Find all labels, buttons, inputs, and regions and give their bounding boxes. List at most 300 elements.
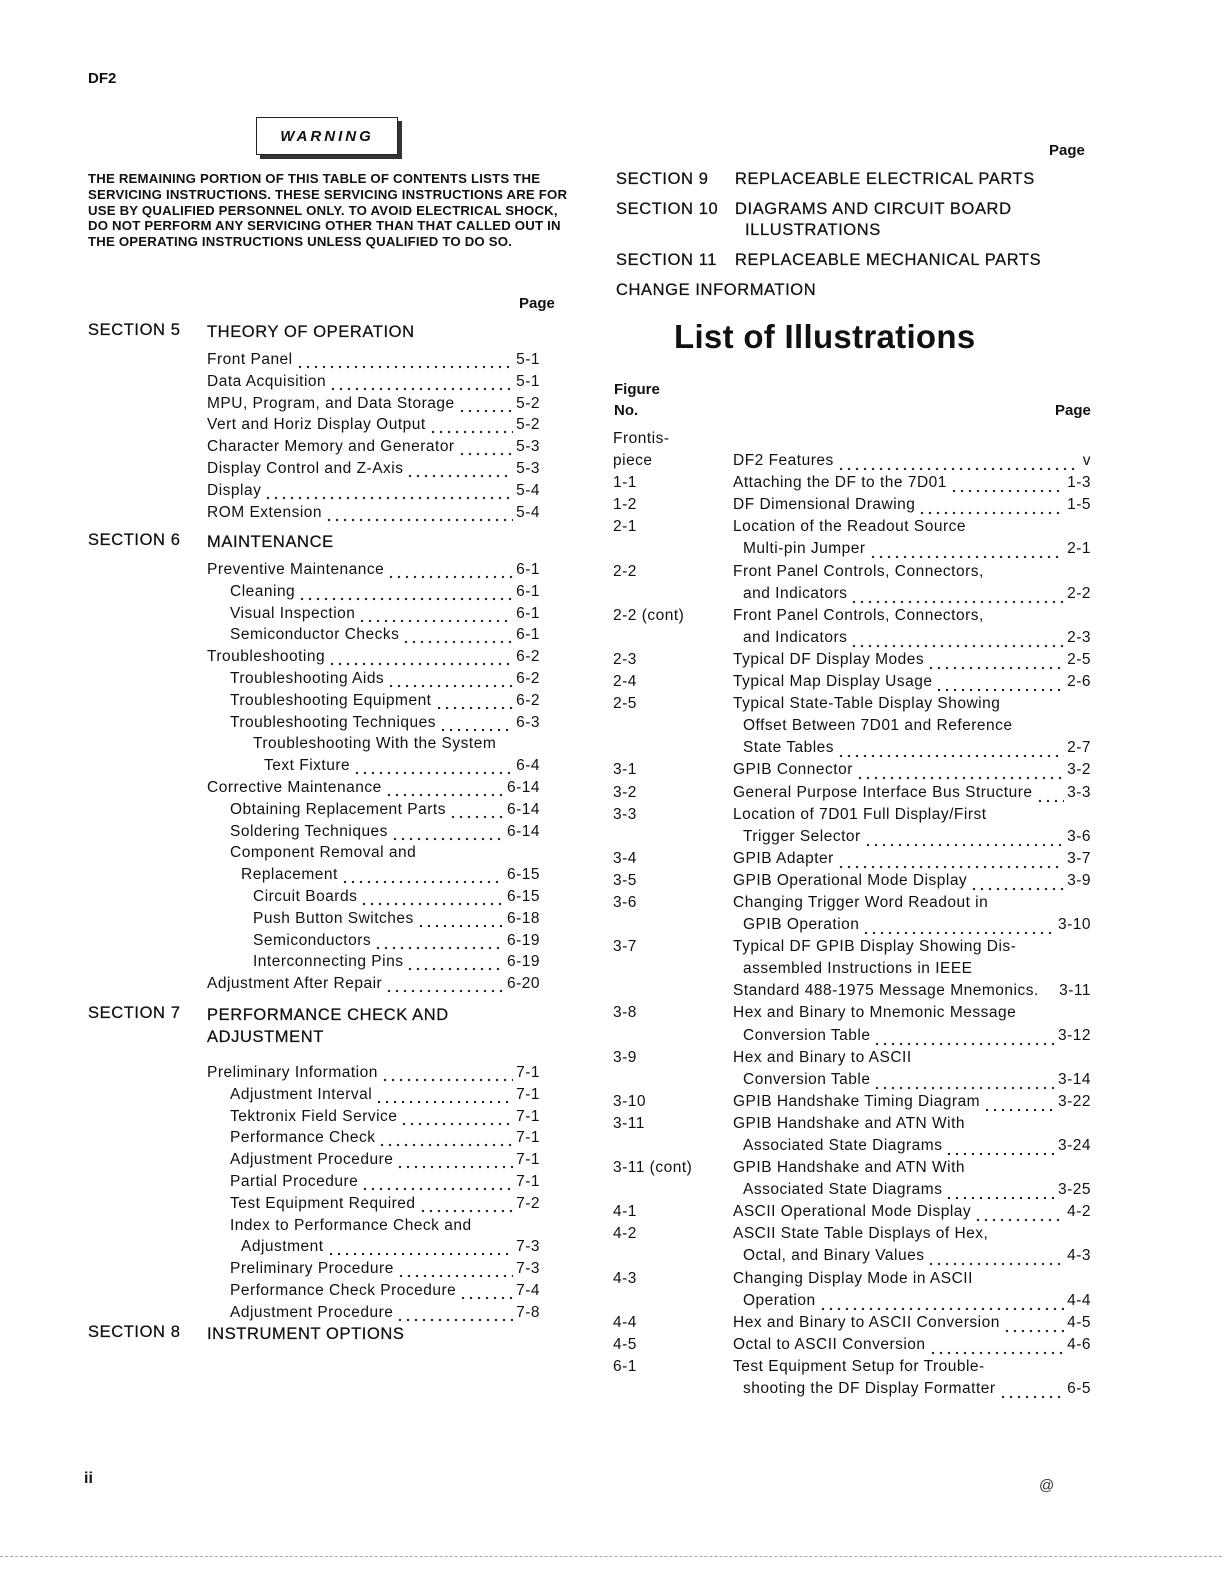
figure-entry (613, 1157, 1091, 1201)
caption-line (733, 1047, 1091, 1069)
toc-entry (207, 1236, 540, 1258)
figure-caption (733, 693, 1091, 759)
caption-line (733, 671, 1091, 693)
entry-page: 5-1 (516, 351, 540, 368)
caption-text: GPIB Connector (733, 761, 853, 779)
figure-number: 3-4 (613, 849, 637, 867)
caption-line (733, 494, 1091, 516)
caption-line (733, 759, 1091, 781)
figure-page: 4-5 (1067, 1313, 1091, 1331)
entry-title: Data Acquisition (207, 372, 327, 390)
toc-entry (207, 371, 540, 393)
toc-entry (207, 690, 540, 712)
entry-title: ROM Extension (207, 503, 323, 521)
dot-leader (458, 436, 513, 458)
figure-page: 4-2 (1067, 1203, 1091, 1221)
dot-leader (945, 1179, 1055, 1201)
entry-title: Display Control and Z-Axis (207, 459, 404, 477)
figure-caption (733, 472, 1091, 494)
figure-page: 3-14 (1057, 1070, 1091, 1088)
toc-entry (207, 1084, 540, 1106)
figure-entry (613, 494, 1091, 516)
contents-page-label: Page (519, 295, 555, 312)
dot-leader (374, 930, 504, 952)
caption-text: GPIB Handshake Timing Diagram (733, 1092, 981, 1110)
entry-title: Tektronix Field Service (230, 1107, 398, 1125)
entry-title: Performance Check Procedure (230, 1281, 457, 1299)
caption-line (733, 649, 1091, 671)
figure-number: 3-3 (613, 805, 637, 823)
entry-title: Push Button Switches (253, 909, 414, 927)
section-entries (207, 349, 540, 523)
caption-line (733, 627, 1091, 649)
entry-title: Visual Inspection (230, 604, 356, 622)
dot-leader (918, 494, 1064, 516)
dot-leader (439, 712, 513, 734)
dot-leader (927, 649, 1064, 671)
dot-leader (935, 671, 1064, 693)
section-title: PERFORMANCE CHECK AND ADJUSTMENT (207, 1006, 449, 1046)
entry-title: Vert and Horiz Display Output (207, 416, 426, 434)
toc-entry (207, 646, 540, 668)
entry-page: 6-15 (506, 866, 540, 884)
caption-line (733, 1002, 1091, 1024)
entry-page: 6-2 (516, 669, 540, 687)
figure-number: 1-2 (613, 496, 637, 514)
figure-entry (613, 693, 1091, 759)
figure-number: 2-2 (613, 562, 637, 580)
figure-caption (733, 1312, 1091, 1334)
figure-entry (613, 759, 1091, 781)
warning-label: WARNING (256, 117, 398, 155)
figure-entry (613, 1223, 1091, 1267)
figure-page: v (1082, 452, 1091, 470)
figure-caption (733, 561, 1091, 605)
figure-page: 3-12 (1057, 1026, 1091, 1044)
section-10-title-cont: ILLUSTRATIONS (745, 221, 881, 239)
caption-line (733, 958, 1091, 980)
toc-entry (207, 349, 540, 371)
dot-leader (385, 973, 504, 995)
entry-title: Front Panel (207, 351, 293, 368)
caption-line (733, 428, 1091, 450)
entry-page: 7-3 (516, 1238, 540, 1256)
toc-entry (207, 668, 540, 690)
entry-title: Semiconductors (253, 931, 372, 949)
caption-text: Offset Between 7D01 and Reference (743, 717, 1013, 735)
figure-page: 2-2 (1067, 584, 1091, 602)
figure-entry (613, 428, 1091, 472)
figure-entry (613, 936, 1091, 1002)
entry-title: Adjustment Procedure (230, 1303, 394, 1321)
entry-page: 5-3 (516, 438, 540, 456)
entry-title: Troubleshooting Techniques (230, 713, 437, 731)
figure-page: 2-1 (1067, 540, 1091, 558)
toc-entry (207, 624, 540, 646)
figure-caption (733, 649, 1091, 671)
figure-page: 3-7 (1067, 849, 1091, 867)
figure-entry (613, 892, 1091, 936)
toc-entry (207, 821, 540, 843)
entry-page: 5-2 (516, 416, 540, 434)
section-title: THEORY OF OPERATION (207, 323, 415, 341)
section-label: SECTION 5 (88, 321, 181, 339)
caption-text: Typical State-Table Display Showing (733, 695, 1001, 713)
toc-entry (207, 436, 540, 458)
entry-page: 7-1 (516, 1107, 540, 1125)
toc-entry (207, 712, 540, 734)
dot-leader (396, 1302, 513, 1324)
figure-entry (613, 1002, 1091, 1046)
entry-title: Interconnecting Pins (253, 953, 404, 971)
figure-page: 2-3 (1067, 628, 1091, 646)
figure-number: 4-4 (613, 1313, 637, 1331)
figure-page: 1-3 (1067, 474, 1091, 492)
spacer (1039, 980, 1059, 1002)
col-no: No. (614, 402, 639, 419)
section-label: SECTION 8 (88, 1323, 181, 1341)
caption-line (733, 936, 1091, 958)
col-page: Page (1055, 402, 1091, 419)
caption-text: Associated State Diagrams (743, 1181, 943, 1199)
toc-entry (207, 1215, 540, 1237)
toc-entry (207, 864, 540, 886)
figure-caption (733, 1113, 1091, 1157)
section-9-label: SECTION 9 (616, 170, 709, 188)
toc-entry (207, 1258, 540, 1280)
entry-title: MPU, Program, and Data Storage (207, 394, 455, 412)
dot-leader (999, 1378, 1065, 1400)
figure-entry (613, 1047, 1091, 1091)
figure-number: 3-5 (613, 871, 637, 889)
entry-title: Corrective Maintenance (207, 778, 382, 796)
caption-text: Associated State Diagrams (743, 1137, 943, 1154)
figure-number: 4-5 (613, 1335, 637, 1353)
figure-page: 2-7 (1067, 739, 1091, 757)
figure-caption (733, 605, 1091, 649)
toc-entry (207, 908, 540, 930)
caption-line (733, 1135, 1091, 1157)
dot-leader (406, 951, 504, 973)
figure-page: 2-5 (1067, 650, 1091, 668)
caption-text: Hex and Binary to Mnemonic Message (733, 1004, 1017, 1022)
dot-leader (873, 1069, 1054, 1091)
figure-number: 6-1 (613, 1357, 637, 1375)
figure-entry (613, 782, 1091, 804)
entry-title: Troubleshooting With the System (253, 735, 497, 753)
dot-leader (862, 914, 1055, 936)
entry-page: 6-15 (506, 887, 540, 905)
caption-line (733, 605, 1091, 627)
dot-leader (983, 1091, 1055, 1113)
caption-line (733, 737, 1091, 759)
dot-leader (429, 414, 513, 436)
caption-text: shooting the DF Display Formatter (743, 1380, 996, 1398)
figure-page: 3-2 (1067, 761, 1091, 779)
dot-leader (459, 1280, 513, 1302)
toc-entry (207, 502, 540, 524)
entry-page: 7-1 (516, 1172, 540, 1190)
entry-title: Adjustment Procedure (230, 1151, 394, 1169)
caption-line (733, 1356, 1091, 1378)
figure-entry (613, 472, 1091, 494)
entry-title: Circuit Boards (253, 887, 358, 905)
figure-caption (733, 1157, 1091, 1201)
section-11-title: REPLACEABLE MECHANICAL PARTS (735, 251, 1042, 269)
entry-title: Troubleshooting (207, 648, 326, 666)
toc-entry (207, 559, 540, 581)
figure-caption (733, 759, 1091, 781)
entry-title: Troubleshooting Aids (230, 669, 385, 687)
figure-page: 3-3 (1067, 783, 1091, 801)
figure-caption (733, 870, 1091, 892)
caption-line (733, 450, 1091, 472)
dot-leader (327, 1236, 514, 1258)
dot-leader (378, 1127, 513, 1149)
figure-page: 2-6 (1067, 673, 1091, 691)
toc-entry (207, 733, 540, 755)
entry-title: Adjustment Interval (230, 1085, 373, 1103)
entry-page: 6-2 (516, 691, 540, 709)
caption-text: GPIB Adapter (733, 849, 834, 867)
figure-caption (733, 848, 1091, 870)
caption-line (733, 1290, 1091, 1312)
caption-text: Changing Display Mode in ASCII (733, 1269, 973, 1287)
caption-text: DF2 Features (733, 452, 834, 470)
caption-line (733, 1157, 1091, 1179)
entry-page: 6-1 (516, 604, 540, 622)
figure-number: 4-3 (613, 1269, 637, 1287)
caption-line (733, 1268, 1091, 1290)
caption-line (733, 472, 1091, 494)
caption-text: Hex and Binary to ASCII Conversion (733, 1313, 1000, 1331)
caption-line (733, 870, 1091, 892)
entry-page: 5-1 (516, 372, 540, 390)
dot-leader (402, 624, 513, 646)
toc-entry (207, 1171, 540, 1193)
figure-page: 3-22 (1057, 1092, 1091, 1110)
caption-text: Hex and Binary to ASCII (733, 1048, 912, 1066)
caption-text: Test Equipment Setup for Trouble- (733, 1357, 985, 1375)
dot-leader (264, 480, 513, 502)
section-10-title: DIAGRAMS AND CIRCUIT BOARD (735, 200, 1012, 218)
figure-entry (613, 671, 1091, 693)
caption-text: Front Panel Controls, Connectors, (733, 606, 984, 624)
caption-line (733, 914, 1091, 936)
toc-entry (207, 973, 540, 995)
caption-text: Changing Trigger Word Readout in (733, 893, 989, 911)
figure-entry (613, 848, 1091, 870)
figure-caption (733, 494, 1091, 516)
figure-caption (733, 782, 1091, 804)
entry-page: 7-1 (516, 1085, 540, 1103)
caption-line (733, 1245, 1091, 1267)
dot-leader (391, 821, 504, 843)
dot-leader (837, 737, 1064, 759)
figure-entry (613, 1201, 1091, 1223)
list-of-illustrations-heading: List of Illustrations (674, 318, 976, 355)
figure-number: 3-9 (613, 1048, 637, 1066)
figure-page: 3-24 (1057, 1137, 1091, 1154)
entry-title: Display (207, 481, 262, 499)
figure-page: 3-25 (1057, 1181, 1091, 1199)
dot-leader (850, 627, 1064, 649)
entry-title: Index to Performance Check and (230, 1216, 472, 1234)
entry-page: 6-18 (506, 909, 540, 927)
dot-leader (387, 559, 513, 581)
figure-entry (613, 1334, 1091, 1356)
toc-entry (207, 842, 540, 864)
caption-text: Typical Map Display Usage (733, 673, 933, 691)
entry-title: Test Equipment Required (230, 1194, 416, 1212)
caption-line (733, 1091, 1091, 1113)
toc-entry (207, 1062, 540, 1084)
dot-leader (385, 777, 504, 799)
figure-number: 4-2 (613, 1225, 637, 1243)
caption-line (733, 1113, 1091, 1135)
dot-leader (864, 826, 1064, 848)
entry-title: Performance Check (230, 1129, 376, 1147)
figure-entry (613, 561, 1091, 605)
dot-leader (375, 1084, 513, 1106)
dot-leader (950, 472, 1064, 494)
caption-text: Attaching the DF to the 7D01 (733, 474, 947, 492)
caption-text: Typical DF GPIB Display Showing Dis- (733, 938, 1017, 956)
figure-number: 3-7 (613, 938, 637, 956)
figure-number: 3-2 (613, 783, 637, 801)
toc-entry (207, 1302, 540, 1324)
section-11-label: SECTION 11 (616, 251, 718, 269)
caption-text: and Indicators (743, 584, 848, 602)
figure-caption (733, 1334, 1091, 1356)
toc-entry (207, 1106, 540, 1128)
caption-text: assembled Instructions in IEEE (743, 960, 973, 978)
dot-leader (417, 908, 504, 930)
figure-caption (733, 1201, 1091, 1223)
caption-text: GPIB Operation (743, 916, 860, 934)
entry-page: 5-3 (516, 459, 540, 477)
caption-line (733, 1223, 1091, 1245)
figure-number: 2-3 (613, 650, 637, 668)
col-figure: Figure (614, 381, 660, 398)
figure-number: 2-5 (613, 695, 637, 713)
entry-page: 7-1 (516, 1151, 540, 1169)
entry-page: 6-2 (516, 648, 540, 666)
entry-page: 6-1 (516, 582, 540, 600)
entry-page: 6-19 (506, 931, 540, 949)
entry-title: Preliminary Information (207, 1064, 378, 1081)
figure-page: 3-9 (1067, 871, 1091, 889)
caption-text: GPIB Handshake and ATN With (733, 1114, 966, 1132)
dot-leader (873, 1025, 1054, 1047)
caption-line (733, 804, 1091, 826)
figure-caption (733, 671, 1091, 693)
caption-text: Conversion Table (743, 1070, 871, 1088)
entry-title: Preventive Maintenance (207, 561, 385, 578)
dot-leader (1003, 1312, 1064, 1334)
entry-title: Obtaining Replacement Parts (230, 800, 446, 818)
entry-title: Partial Procedure (230, 1172, 359, 1190)
entry-title: Semiconductor Checks (230, 626, 400, 644)
entry-page: 5-2 (516, 394, 540, 412)
section-entries (207, 1062, 540, 1324)
figure-page: 3-11 (1059, 982, 1091, 1000)
caption-line (733, 848, 1091, 870)
entry-page: 7-2 (516, 1194, 540, 1212)
figure-caption (733, 936, 1091, 1002)
dot-leader (296, 349, 513, 371)
figure-number: 1-1 (613, 474, 637, 492)
caption-line (733, 1334, 1091, 1356)
dot-leader (837, 848, 1064, 870)
section-entries (207, 559, 540, 995)
figure-number: 2-4 (613, 673, 637, 691)
dot-leader (397, 1258, 513, 1280)
entry-title: Troubleshooting Equipment (230, 691, 432, 709)
right-page-label: Page (1049, 142, 1085, 159)
entry-page: 6-1 (516, 561, 540, 578)
section-title: MAINTENANCE (207, 533, 334, 551)
entry-page: 6-14 (506, 778, 540, 796)
toc-entry (207, 603, 540, 625)
figure-caption (733, 1356, 1091, 1400)
dot-leader (400, 1106, 513, 1128)
figure-caption (733, 1091, 1091, 1113)
figure-caption (733, 1002, 1091, 1046)
illustrations-list (613, 428, 1091, 1400)
entry-title: Cleaning (230, 582, 296, 600)
caption-line (733, 826, 1091, 848)
toc-entry (207, 777, 540, 799)
dot-leader (328, 646, 513, 668)
dot-leader (850, 583, 1064, 605)
entry-title: Character Memory and Generator (207, 438, 455, 456)
dot-leader (329, 371, 513, 393)
toc-entry (207, 886, 540, 908)
dot-leader (360, 886, 504, 908)
figure-entry (613, 1113, 1091, 1157)
dot-leader (970, 870, 1064, 892)
dot-leader (387, 668, 513, 690)
caption-text: and Indicators (743, 628, 848, 646)
figure-caption (733, 1268, 1091, 1312)
figure-number: 4-1 (613, 1203, 637, 1221)
dot-leader (869, 538, 1065, 560)
toc-entry (207, 458, 540, 480)
figure-page: 4-6 (1067, 1335, 1091, 1353)
entry-title: Component Removal and (230, 844, 417, 862)
dot-leader (837, 450, 1080, 472)
caption-line (733, 538, 1091, 560)
dot-leader (325, 502, 513, 524)
entry-page: 6-14 (506, 800, 540, 818)
figure-number: 3-10 (613, 1092, 647, 1110)
caption-line (733, 516, 1091, 538)
dot-leader (406, 458, 513, 480)
caption-text: Operation (743, 1291, 816, 1309)
document-id: DF2 (88, 70, 117, 87)
entry-page: 7-3 (516, 1260, 540, 1278)
section-label: SECTION 6 (88, 531, 181, 549)
figure-number: 3-6 (613, 893, 637, 911)
entry-page: 7-1 (516, 1129, 540, 1147)
toc-entry (207, 930, 540, 952)
dot-leader (927, 1245, 1064, 1267)
entry-page: 6-4 (516, 757, 540, 775)
figure-number: Frontis- piece (613, 430, 670, 470)
caption-text: Standard 488-1975 Message Mnemonics. (733, 982, 1039, 1000)
figure-caption (733, 1047, 1091, 1091)
